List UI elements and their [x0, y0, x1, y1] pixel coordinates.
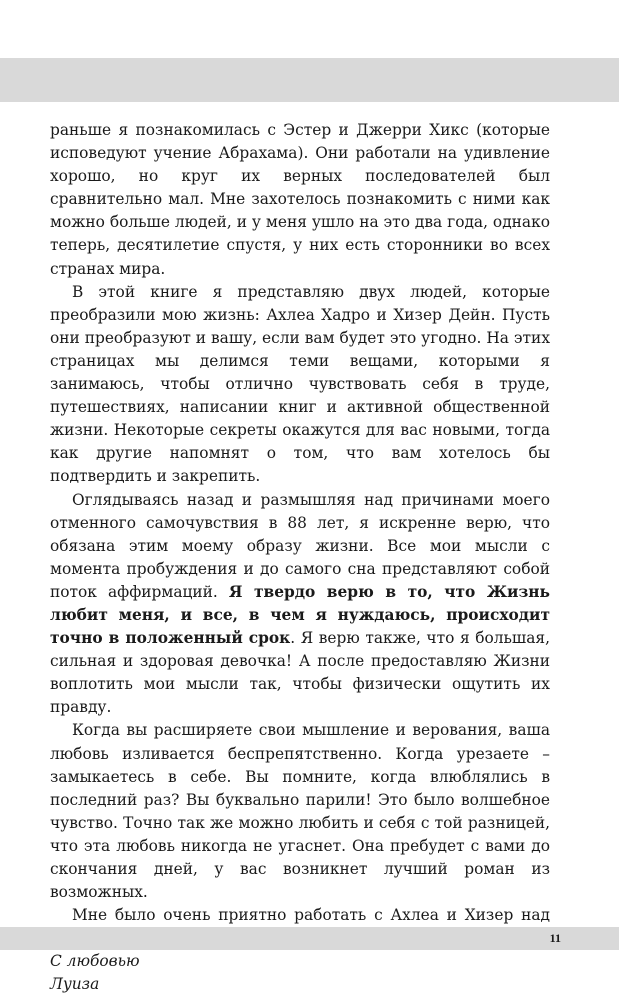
paragraph-4: Когда вы расширяете свои мышление и верования, ваша любовь изливается беспрепятственно. Когда урезаете – замыкаетесь в себе. Вы помните, когда влюблялись в последний раз? Вы буквально парили! Это было волшебное чувство. Точно так же можно любить и себя с той разницей, что эта любовь никогда не угаснет. Она пребудет с вами до скончания дней, у вас возникнет лучший роман из возможных.: [50, 721, 550, 902]
footer-band: [0, 927, 619, 950]
signoff-name: Луиза: [50, 975, 100, 994]
paragraph-2: В этой книге я представляю двух людей, которые преобразили мою жизнь: Ахлеа Хадро и Хизер Дейн. Пусть они преобразуют и вашу, если вам будет это угодно. На этих страницах мы делимся теми вещами, которыми я занимаюсь, чтобы отлично чувствовать себя в труде, путешествиях, написании книг и активной общественной жизни. Некоторые секреты окажутся для вас новыми, тогда как другие напомнят о том, что вам хотелось бы подтвердить и закрепить.: [50, 282, 550, 486]
affirmation-bold: Я твердо верю в то, что Жизнь любит меня, и все, в чем я нуждаюсь, происходит точно в положенный срок: [50, 582, 550, 648]
page-number: 11: [549, 931, 561, 945]
header-band: [0, 58, 619, 102]
paragraph-3: [50, 489, 550, 720]
text-block: [50, 119, 550, 997]
paragraph-3-start: Оглядываясь назад и размышляя над причинами моего отменного самочувствия в 88 лет, я искренне верю, что обязана этим моему образу жизни. Все мои мысли с момента пробуждения и до самого сна представляют собой поток аффирмаций.: [50, 490, 550, 601]
paragraph-5: Мне было очень приятно работать с Ахлеа и Хизер над: [72, 906, 550, 925]
paragraph-3-end: . Я верю также, что я большая, сильная и здоровая девочка! А после предоставляю Жизни воплотить мои мысли так, чтобы физически ощутить их правду.: [50, 629, 551, 717]
signoff-closing: С любовью: [50, 952, 140, 971]
paragraph-1: раньше я познакомилась с Эстер и Джерри Хикс (которые исповедуют учение Абрахама). Они работали на удивление хорошо, но круг их верных последователей был сравнительно мал. Мне захотелось познакомить с ними как можно больше людей, и у меня ушло на это два года, однако теперь, десятилетие спустя, у них есть сторонники во всех странах мира.: [50, 121, 550, 278]
